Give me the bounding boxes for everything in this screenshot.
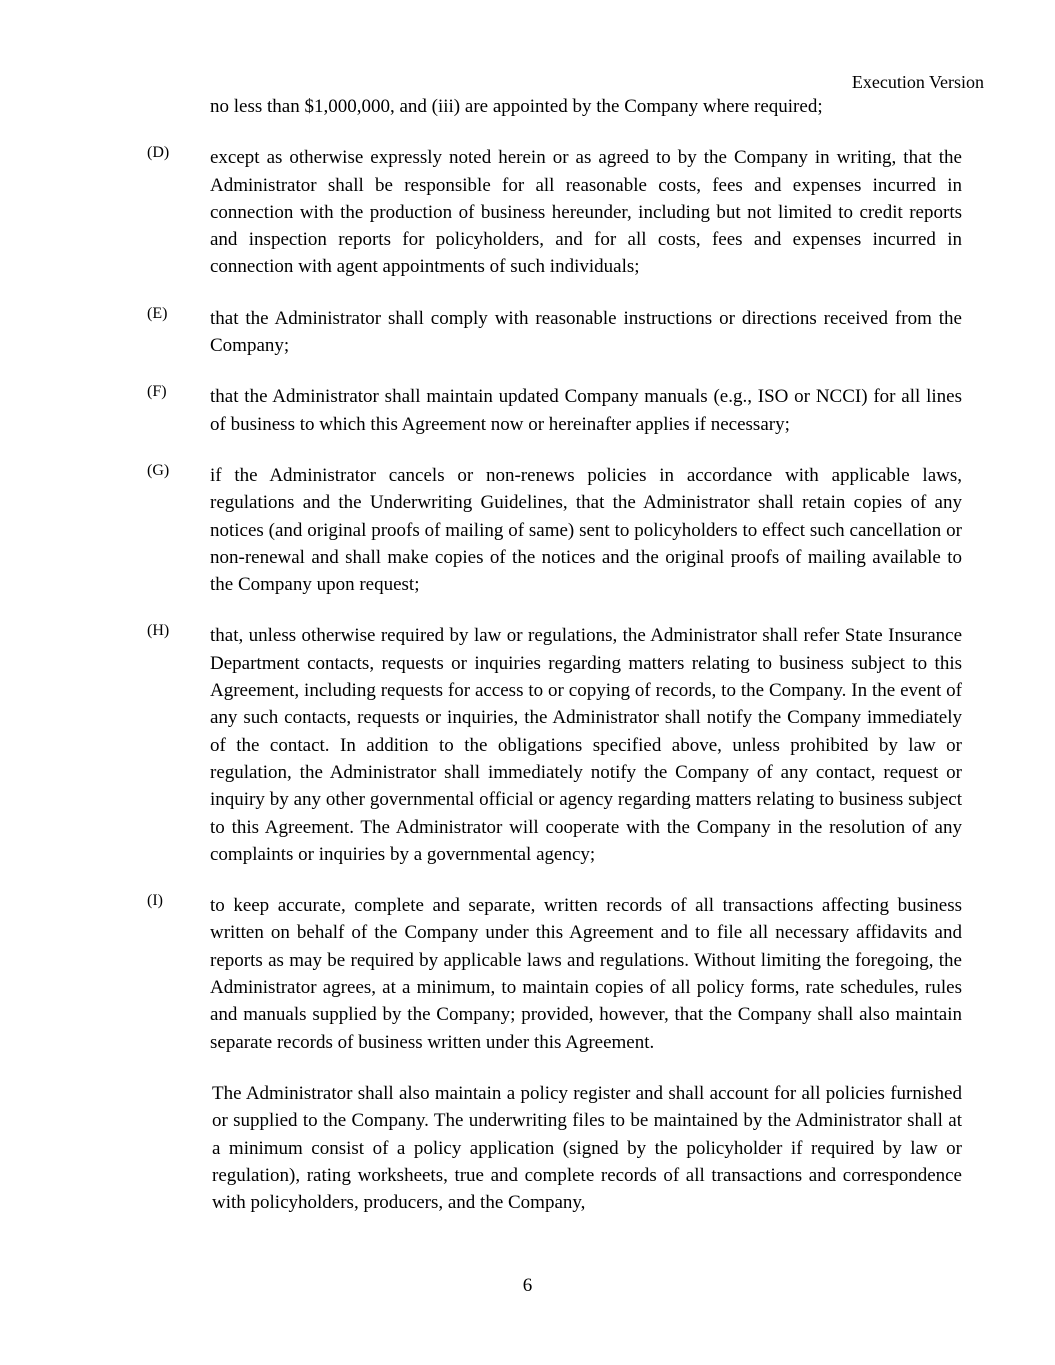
clause-label: (G) [147,461,170,479]
clause-text: except as otherwise expressly noted herein or as agreed to by the Company in writing, that the Administrator shall be responsible for all reasonable costs, fees and expenses incurred in connection with the production of business hereunder, including but not limited to credit reports and inspection reports for policyholders, and for all costs, fees and expenses incurred in connection with agent appointments of such individuals; [210,147,962,278]
clause-text: to keep accurate, complete and separate, written records of all transactions affecting business written on behalf of the Company under this Agreement and to file all necessary affidavits and reports as may be required by applicable laws and regulations. Without limiting the foregoing, the Administrator agrees, at a minimum, to maintain copies of all policy forms, rate schedules, rules and manuals supplied by the Company; provided, however, that the Company shall also maintain separate records of business written under this Agreement. [210,895,962,1053]
clause-text: if the Administrator cancels or non-renews policies in accordance with applicable laws, regulations and the Underwriting Guidelines, that the Administrator shall retain copies of any notices (and original proofs of mailing of same) sent to policyholders to effect such cancellation or non-renewal and shall make copies of the notices and the original proofs of mailing available to the Company upon request; [210,464,962,596]
clause-label: (E) [147,304,168,322]
clause-label: (D) [147,144,170,162]
document-body [0,93,1055,1216]
clause-label: (F) [147,383,167,401]
clause-h [0,622,962,868]
document-version-label: Execution Version [851,72,984,92]
clause-i [0,892,962,1056]
clause-text: that, unless otherwise required by law or regulations, the Administrator shall refer State Insurance Department contacts, requests or inquiries regarding matters relating to business subject to this Agreement, including requests for access to or copying of records, to the Company. In the event of any such contacts, requests or inquiries, the Administrator shall notify the Company immediately of the contact. In addition to the obligations specified above, unless prohibited by law or regulation, the Administrator shall immediately notify the Company of any contact, request or inquiry by any other governmental official or agency regarding matters relating to business subject to this Agreement. The Administrator will cooperate with the Company in the resolution of any complaints or inquiries by a governmental agency; [210,625,962,865]
sub-paragraph: The Administrator shall also maintain a policy register and shall account for all policies furnished or supplied to the Company. The underwriting files to be maintained by the Administrator shall at a minimum consist of a policy application (signed by the policyholder if required by law or regulation), rating worksheets, true and complete records of all transactions and correspondence with policyholders, producers, and the Company, [212,1082,962,1214]
continuation-paragraph: no less than $1,000,000, and (iii) are appointed by the Company where required; [210,96,823,117]
clause-label: (H) [147,622,170,640]
page-number: 6 [522,1275,533,1296]
clause-f [0,383,962,438]
clause-e [0,305,962,360]
clause-g [0,462,962,598]
clause-d [0,144,962,280]
clause-text: that the Administrator shall comply with reasonable instructions or directions received from the Company; [210,307,962,357]
clause-label: (I) [147,892,163,910]
clause-text: that the Administrator shall maintain updated Company manuals (e.g., ISO or NCCI) for all lines of business to which this Agreement now or hereinafter applies if necessary; [210,386,962,435]
